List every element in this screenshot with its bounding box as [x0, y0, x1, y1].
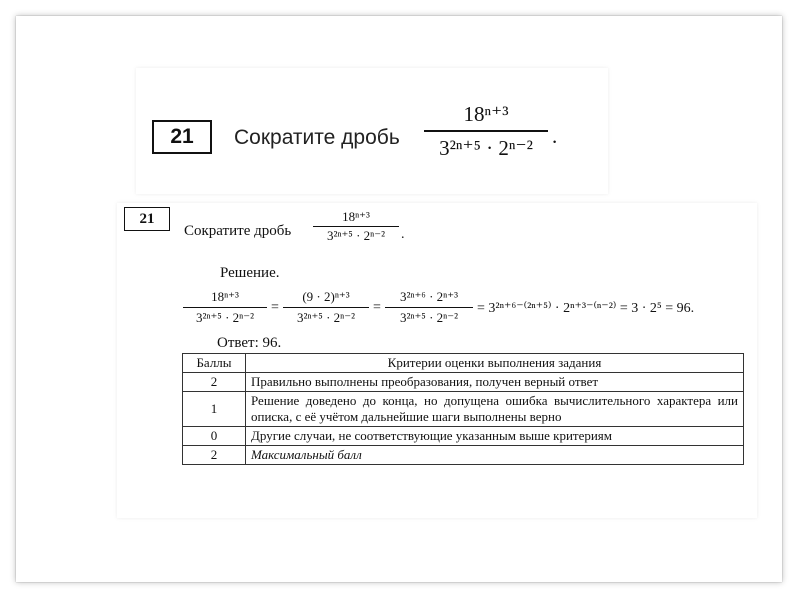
row-score: 0: [183, 427, 246, 446]
task-number-box: 21: [152, 120, 212, 154]
criteria-table: [182, 353, 744, 465]
solution-fraction-3: [385, 287, 473, 328]
fraction-denominator: 3²ⁿ⁺⁵ · 2ⁿ⁻²: [195, 310, 255, 325]
solution-fraction-2: [283, 287, 369, 328]
solution-image: [117, 203, 757, 518]
fraction-numerator: (9 · 2)ⁿ⁺³: [302, 289, 350, 304]
row-criterion: Решение доведено до конца, но допущена ошибка вычислительного характера или описка, с её учётом дальнейшие шаги выполнены верно: [246, 392, 744, 427]
table-row: [183, 392, 744, 427]
task-text: Сократите дробь: [184, 223, 292, 239]
row-criterion: Другие случаи, не соответствующие указанным выше критериям: [246, 427, 744, 446]
fraction-denominator: 3²ⁿ⁺⁵ · 2ⁿ⁻²: [399, 310, 459, 325]
table-row: [183, 373, 744, 392]
task-fraction: [424, 100, 548, 162]
fraction-numerator: 3²ⁿ⁺⁶ · 2ⁿ⁺³: [399, 289, 459, 304]
fraction-numerator: 18ⁿ⁺³: [463, 102, 509, 126]
equals-sign: =: [373, 300, 381, 315]
task-period: .: [552, 124, 558, 148]
solution-line: [183, 287, 755, 335]
answer-text: Ответ: 96.: [217, 335, 282, 351]
equals-sign: =: [271, 300, 279, 315]
fraction-bar: [313, 226, 399, 227]
solution-title: Решение.: [220, 265, 280, 281]
fraction-denominator: 3²ⁿ⁺⁵ · 2ⁿ⁻²: [296, 310, 356, 325]
table-row: [183, 446, 744, 465]
fraction-bar: [424, 130, 548, 132]
fraction-denominator: 3²ⁿ⁺⁵ · 2ⁿ⁻²: [439, 136, 533, 160]
solution-tail: = 3²ⁿ⁺⁶⁻⁽²ⁿ⁺⁵⁾ · 2ⁿ⁺³⁻⁽ⁿ⁻²⁾ = 3 · 2⁵ = 96.: [477, 301, 695, 316]
header-criteria: Критерии оценки выполнения задания: [246, 354, 744, 373]
fraction-denominator: 3²ⁿ⁺⁵ · 2ⁿ⁻²: [326, 228, 386, 243]
header-score: Баллы: [183, 354, 246, 373]
table-header-row: [183, 354, 744, 373]
solution-fraction-1: [183, 287, 267, 328]
table-row: [183, 427, 744, 446]
row-score: 2: [183, 373, 246, 392]
fraction-numerator: 18ⁿ⁺³: [342, 209, 370, 224]
task-text: Сократите дробь: [234, 126, 400, 149]
row-criterion: Максимальный балл: [246, 446, 744, 465]
task-number-box: 21: [124, 207, 170, 231]
task-period: .: [401, 227, 405, 242]
row-score: 1: [183, 392, 246, 427]
task-fraction: [313, 209, 399, 244]
fraction-numerator: 18ⁿ⁺³: [211, 289, 239, 304]
row-score: 2: [183, 446, 246, 465]
task-header-image: [136, 68, 608, 194]
row-criterion: Правильно выполнены преобразования, получен верный ответ: [246, 373, 744, 392]
